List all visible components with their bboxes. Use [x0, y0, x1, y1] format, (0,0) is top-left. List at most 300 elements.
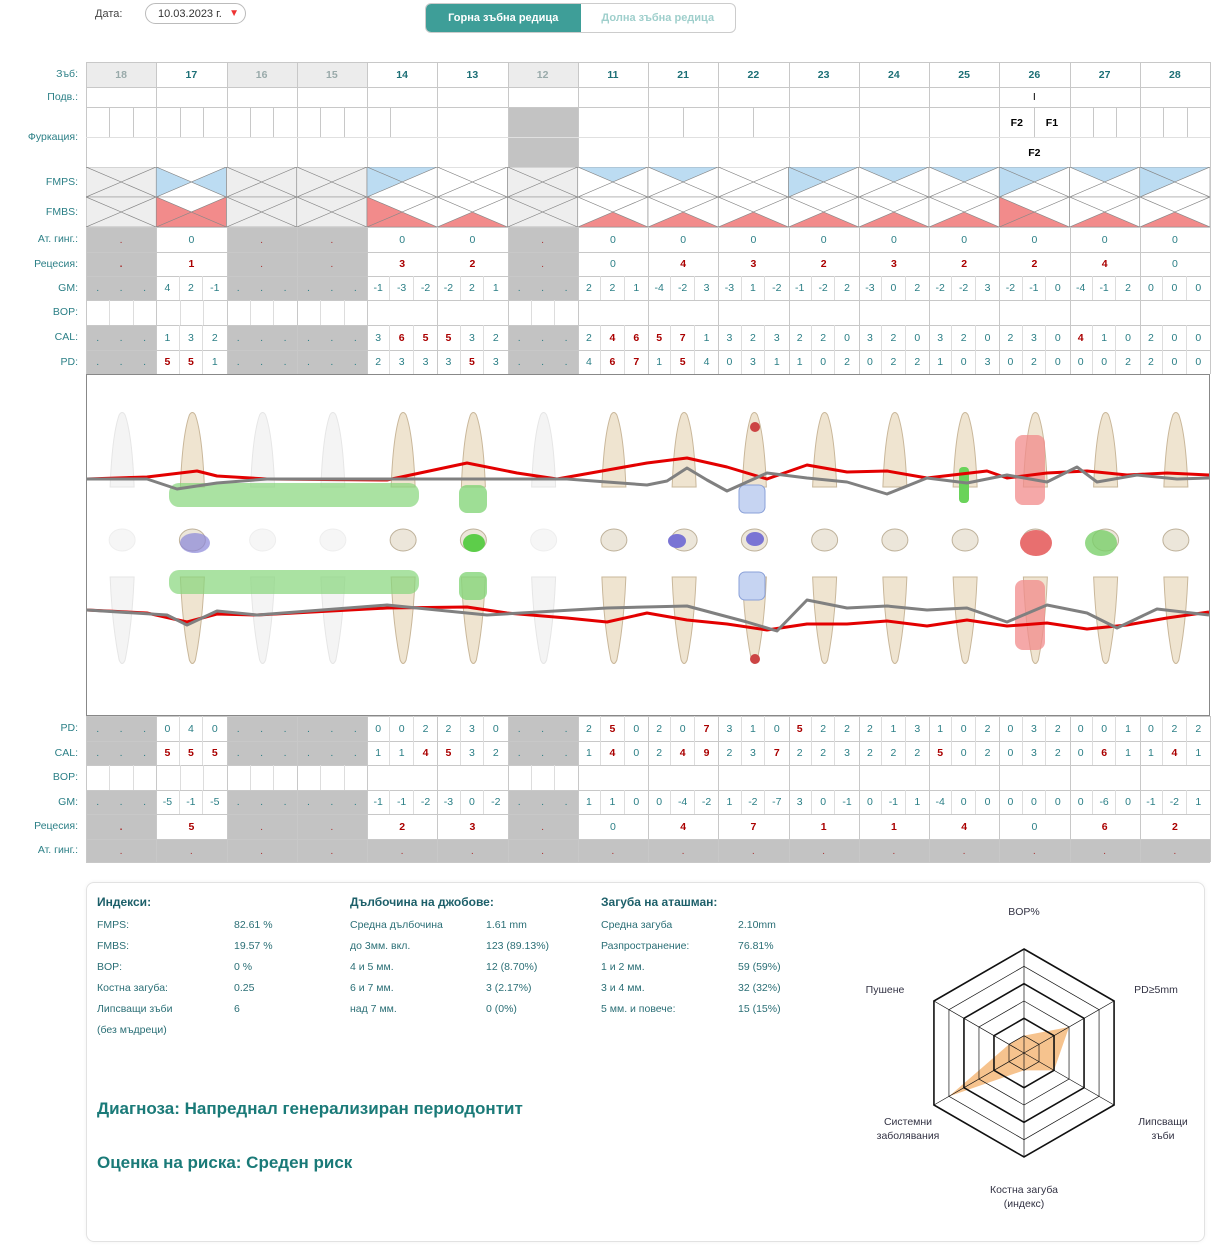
pd-cell-14[interactable]: 2 [367, 350, 390, 374]
pd-lower-cell-24[interactable]: 2 [859, 716, 882, 741]
cal-lower-cell-24[interactable]: 2 [859, 741, 882, 765]
pd-cell-18[interactable]: . [96, 356, 100, 368]
pd-cell-25[interactable]: 3 [984, 356, 991, 368]
cal-cell-16[interactable]: . [236, 331, 240, 344]
gm-lower-cell-24[interactable]: 0 [859, 790, 882, 814]
att-gingiva-cell-27[interactable]: 0 [1101, 233, 1108, 246]
cal-lower-cell-22[interactable]: 2 [718, 741, 741, 765]
recession-cell-18[interactable]: . [119, 258, 123, 270]
att-gingiva-cell-23[interactable]: 0 [820, 233, 827, 246]
bop-cell-12[interactable] [508, 300, 578, 325]
cal-cell-12[interactable]: . [564, 331, 568, 344]
pd-cell-23[interactable]: 2 [844, 356, 850, 368]
tooth-number-15[interactable]: 15 [326, 68, 338, 81]
recession-cell-13[interactable]: 2 [469, 258, 476, 270]
recession-cell-17[interactable]: 1 [188, 258, 195, 270]
gm-cell-11[interactable]: 1 [633, 282, 640, 294]
gm-lower-cell-28[interactable]: -1 [1140, 790, 1163, 814]
pd-cell-26[interactable]: 0 [1054, 356, 1061, 368]
gm-cell-25[interactable]: -2 [929, 276, 952, 300]
pd-lower-cell-17[interactable]: 0 [211, 722, 218, 735]
gm-cell-21[interactable]: 3 [703, 282, 710, 294]
bop-cell-15[interactable] [297, 300, 367, 325]
gm-lower-cell-11[interactable]: 0 [633, 796, 640, 808]
pd-lower-cell-18[interactable]: . [96, 722, 100, 735]
pd-lower-cell-23[interactable]: 5 [789, 716, 812, 741]
pd-cell-28[interactable]: 0 [1195, 356, 1202, 368]
cal-lower-cell-15[interactable]: . [330, 747, 334, 759]
recession-lower-cell-24[interactable]: 1 [890, 820, 897, 833]
pd-lower-cell-11[interactable]: 0 [633, 722, 640, 735]
pd-cell-25[interactable]: 0 [952, 350, 975, 374]
gm-lower-cell-27[interactable]: 0 [1125, 796, 1131, 808]
gm-cell-28[interactable]: 0 [1140, 276, 1163, 300]
att-gingiva-lower-cell-21[interactable]: . [681, 844, 685, 857]
gm-lower-cell-26[interactable]: 0 [1054, 796, 1061, 808]
cal-lower-cell-18[interactable]: . [143, 747, 146, 759]
pd-lower-cell-22[interactable]: 1 [742, 716, 765, 741]
pd-cell-27[interactable]: 0 [1093, 350, 1116, 374]
cal-lower-cell-25[interactable]: 0 [952, 741, 975, 765]
pd-lower-cell-14[interactable]: 0 [367, 716, 390, 741]
bop-cell-14[interactable] [367, 765, 437, 790]
pd-lower-cell-11[interactable]: 2 [578, 716, 601, 741]
pd-cell-24[interactable]: 2 [882, 350, 905, 374]
cal-cell-13[interactable]: 3 [461, 325, 484, 350]
cal-cell-22[interactable]: 3 [773, 331, 780, 344]
cal-cell-17[interactable]: 1 [156, 325, 179, 350]
gm-cell-16[interactable]: . [236, 282, 240, 294]
bop-cell-28[interactable] [1140, 765, 1210, 790]
pd-cell-16[interactable]: . [283, 356, 287, 368]
bop-cell-24[interactable] [859, 765, 929, 790]
gm-cell-27[interactable]: -1 [1093, 276, 1116, 300]
cal-lower-cell-23[interactable]: 3 [844, 747, 850, 759]
cal-cell-17[interactable]: 3 [180, 325, 203, 350]
pd-lower-cell-17[interactable]: 4 [180, 716, 203, 741]
pd-cell-13[interactable]: 3 [437, 350, 460, 374]
cal-lower-cell-24[interactable]: 2 [914, 747, 921, 759]
tooth-number-28[interactable]: 28 [1169, 68, 1181, 81]
att-gingiva-lower-cell-13[interactable]: . [470, 844, 474, 857]
pd-lower-cell-13[interactable]: 3 [461, 716, 484, 741]
att-gingiva-lower-cell-18[interactable]: . [119, 844, 123, 857]
bop-cell-25[interactable] [929, 300, 999, 325]
cal-lower-cell-27[interactable]: 1 [1125, 747, 1131, 759]
cal-lower-cell-27[interactable]: 6 [1093, 741, 1116, 765]
att-gingiva-cell-25[interactable]: 0 [961, 233, 968, 246]
att-gingiva-cell-21[interactable]: 0 [680, 233, 687, 246]
cal-lower-cell-18[interactable]: . [119, 747, 123, 759]
recession-cell-14[interactable]: 3 [399, 258, 406, 270]
bop-cell-11[interactable] [578, 300, 648, 325]
gm-lower-cell-14[interactable]: -1 [367, 790, 390, 814]
pd-lower-cell-13[interactable]: 2 [437, 716, 460, 741]
att-gingiva-cell-22[interactable]: 0 [750, 233, 757, 246]
cal-cell-16[interactable]: . [283, 331, 287, 344]
cal-cell-22[interactable]: 3 [718, 325, 741, 350]
tooth-number-11[interactable]: 11 [607, 68, 619, 81]
gm-cell-16[interactable]: . [283, 282, 287, 294]
cal-lower-cell-12[interactable]: . [541, 747, 545, 759]
att-gingiva-cell-14[interactable]: 0 [399, 233, 406, 246]
cal-cell-21[interactable]: 7 [671, 325, 694, 350]
gm-cell-24[interactable]: -3 [859, 276, 882, 300]
bop-cell-25[interactable] [929, 765, 999, 790]
pd-lower-cell-26[interactable]: 2 [1054, 722, 1061, 735]
cal-cell-26[interactable]: 0 [1054, 331, 1061, 344]
pd-lower-cell-21[interactable]: 0 [671, 716, 694, 741]
pd-cell-27[interactable]: 0 [1070, 350, 1093, 374]
cal-cell-27[interactable]: 1 [1093, 325, 1116, 350]
bop-cell-26[interactable] [999, 765, 1069, 790]
pd-lower-cell-22[interactable]: 0 [773, 722, 780, 735]
gm-lower-cell-17[interactable]: -5 [210, 796, 220, 808]
gm-lower-cell-15[interactable]: . [330, 796, 334, 808]
pd-cell-13[interactable]: 5 [461, 350, 484, 374]
pd-lower-cell-16[interactable]: . [236, 722, 240, 735]
bop-cell-18[interactable] [86, 765, 156, 790]
cal-lower-cell-15[interactable]: . [306, 747, 310, 759]
pd-cell-28[interactable]: 2 [1140, 350, 1163, 374]
cal-cell-16[interactable]: . [260, 331, 264, 344]
cal-lower-cell-11[interactable]: 1 [578, 741, 601, 765]
bop-cell-12[interactable] [508, 765, 578, 790]
att-gingiva-lower-cell-22[interactable]: . [751, 844, 755, 857]
pd-cell-21[interactable]: 1 [648, 350, 671, 374]
cal-cell-23[interactable]: 0 [844, 331, 850, 344]
pd-cell-22[interactable]: 3 [742, 350, 765, 374]
cal-cell-26[interactable]: 2 [999, 325, 1022, 350]
bop-cell-22[interactable] [718, 765, 788, 790]
bop-cell-11[interactable] [578, 765, 648, 790]
pd-cell-23[interactable]: 0 [812, 350, 835, 374]
att-gingiva-lower-cell-24[interactable]: . [892, 844, 896, 857]
gm-lower-cell-14[interactable]: -1 [390, 790, 413, 814]
pd-lower-cell-21[interactable]: 7 [703, 722, 710, 735]
gm-cell-28[interactable]: 0 [1163, 276, 1186, 300]
gm-lower-cell-16[interactable]: . [260, 796, 264, 808]
gm-lower-cell-26[interactable]: 0 [1023, 790, 1046, 814]
cal-lower-cell-24[interactable]: 2 [882, 741, 905, 765]
att-gingiva-lower-cell-14[interactable]: . [400, 844, 404, 857]
arch-toggle[interactable] [425, 3, 736, 33]
tooth-number-24[interactable]: 24 [888, 68, 900, 81]
bop-cell-27[interactable] [1070, 765, 1140, 790]
cal-cell-15[interactable]: . [330, 331, 334, 344]
pd-cell-24[interactable]: 2 [914, 356, 921, 368]
recession-cell-27[interactable]: 4 [1101, 258, 1108, 270]
gm-cell-28[interactable]: 0 [1195, 282, 1202, 294]
cal-cell-12[interactable]: . [541, 331, 545, 344]
cal-cell-11[interactable]: 2 [578, 325, 601, 350]
bop-cell-22[interactable] [718, 300, 788, 325]
recession-lower-cell-28[interactable]: 2 [1171, 820, 1178, 833]
gm-lower-cell-11[interactable]: 1 [601, 790, 624, 814]
gm-lower-cell-28[interactable]: 1 [1195, 796, 1202, 808]
cal-cell-25[interactable]: 0 [984, 331, 991, 344]
att-gingiva-cell-17[interactable]: 0 [188, 233, 195, 246]
att-gingiva-lower-cell-17[interactable]: . [189, 844, 193, 857]
pd-cell-12[interactable]: . [564, 356, 568, 368]
att-gingiva-cell-16[interactable]: . [260, 233, 264, 246]
cal-lower-cell-22[interactable]: 7 [773, 747, 780, 759]
gm-cell-25[interactable]: -2 [952, 276, 975, 300]
gm-cell-12[interactable]: . [564, 282, 568, 294]
tooth-number-16[interactable]: 16 [255, 68, 268, 81]
gm-cell-11[interactable]: 2 [578, 276, 601, 300]
gm-cell-22[interactable]: -3 [718, 276, 741, 300]
pd-cell-17[interactable]: 1 [211, 356, 218, 368]
bop-cell-23[interactable] [789, 765, 859, 790]
gm-cell-17[interactable]: 2 [180, 276, 203, 300]
tab-upper-arch[interactable]: Горна зъбна редица [426, 4, 581, 32]
tooth-number-25[interactable]: 25 [958, 68, 970, 81]
gm-lower-cell-24[interactable]: 1 [914, 796, 921, 808]
gm-cell-26[interactable]: -2 [999, 276, 1022, 300]
tooth-number-23[interactable]: 23 [817, 68, 830, 81]
gm-cell-13[interactable]: 2 [461, 276, 484, 300]
gm-cell-18[interactable]: . [143, 282, 146, 294]
gm-cell-16[interactable]: . [260, 282, 264, 294]
bop-cell-26[interactable] [999, 300, 1069, 325]
date-select[interactable] [145, 3, 246, 24]
cal-lower-cell-13[interactable]: 5 [437, 741, 460, 765]
att-gingiva-lower-cell-23[interactable]: . [822, 844, 826, 857]
bop-cell-28[interactable] [1140, 300, 1210, 325]
cal-lower-cell-12[interactable]: . [517, 747, 521, 759]
pd-lower-cell-24[interactable]: 1 [882, 716, 905, 741]
tooth-number-21[interactable]: 21 [677, 68, 689, 81]
gm-lower-cell-28[interactable]: -2 [1163, 790, 1186, 814]
pd-lower-cell-28[interactable]: 2 [1163, 716, 1186, 741]
recession-cell-12[interactable]: . [541, 258, 545, 270]
cal-lower-cell-21[interactable]: 9 [703, 747, 710, 759]
recession-lower-cell-15[interactable]: . [330, 820, 334, 833]
gm-lower-cell-12[interactable]: . [517, 796, 521, 808]
gm-lower-cell-26[interactable]: 0 [999, 790, 1022, 814]
gm-cell-13[interactable]: -2 [437, 276, 460, 300]
cal-cell-24[interactable]: 0 [914, 331, 921, 344]
gm-cell-12[interactable]: . [541, 282, 545, 294]
gm-lower-cell-23[interactable]: -1 [842, 796, 852, 808]
gm-cell-27[interactable]: 2 [1125, 282, 1131, 294]
cal-lower-cell-14[interactable]: 1 [390, 741, 413, 765]
recession-cell-16[interactable]: . [260, 258, 264, 270]
bop-cell-14[interactable] [367, 300, 437, 325]
att-gingiva-lower-cell-26[interactable]: . [1032, 844, 1036, 857]
gm-lower-cell-15[interactable]: . [306, 796, 310, 808]
gm-cell-15[interactable]: . [330, 282, 334, 294]
cal-cell-28[interactable]: 2 [1140, 325, 1163, 350]
bop-cell-13[interactable] [437, 765, 507, 790]
recession-cell-21[interactable]: 4 [680, 258, 687, 270]
gm-cell-14[interactable]: -2 [420, 282, 431, 294]
gm-lower-cell-25[interactable]: 0 [952, 790, 975, 814]
bop-cell-24[interactable] [859, 300, 929, 325]
bop-cell-18[interactable] [86, 300, 156, 325]
cal-cell-27[interactable]: 4 [1070, 325, 1093, 350]
cal-lower-cell-16[interactable]: . [236, 747, 240, 759]
pd-lower-cell-22[interactable]: 3 [718, 716, 741, 741]
pd-cell-26[interactable]: 2 [1023, 350, 1046, 374]
gm-lower-cell-27[interactable]: -6 [1093, 790, 1116, 814]
pd-cell-27[interactable]: 2 [1125, 356, 1131, 368]
cal-lower-cell-27[interactable]: 0 [1070, 741, 1093, 765]
cal-cell-17[interactable]: 2 [211, 331, 218, 344]
gm-cell-26[interactable]: 0 [1054, 282, 1061, 294]
cal-cell-21[interactable]: 5 [648, 325, 671, 350]
pd-lower-cell-23[interactable]: 2 [812, 716, 835, 741]
pd-lower-cell-12[interactable]: . [564, 722, 568, 735]
cal-cell-12[interactable]: . [517, 331, 521, 344]
cal-cell-23[interactable]: 2 [789, 325, 812, 350]
gm-lower-cell-21[interactable]: 0 [648, 790, 671, 814]
cal-lower-cell-17[interactable]: 5 [156, 741, 179, 765]
pd-cell-17[interactable]: 5 [156, 350, 179, 374]
cal-lower-cell-17[interactable]: 5 [180, 741, 203, 765]
cal-cell-18[interactable]: . [143, 331, 146, 344]
pd-lower-cell-14[interactable]: 2 [422, 722, 429, 735]
cal-cell-21[interactable]: 1 [703, 331, 710, 344]
pd-cell-12[interactable]: . [517, 356, 521, 368]
cal-cell-24[interactable]: 3 [859, 325, 882, 350]
recession-cell-26[interactable]: 2 [1031, 258, 1038, 270]
att-gingiva-cell-18[interactable]: . [119, 233, 123, 246]
pd-cell-11[interactable]: 4 [578, 350, 601, 374]
cal-lower-cell-21[interactable]: 4 [671, 741, 694, 765]
gm-lower-cell-13[interactable]: 0 [461, 790, 484, 814]
pd-cell-26[interactable]: 0 [999, 350, 1022, 374]
recession-lower-cell-21[interactable]: 4 [680, 820, 687, 833]
recession-lower-cell-17[interactable]: 5 [188, 820, 195, 833]
pd-lower-cell-14[interactable]: 0 [390, 716, 413, 741]
pd-cell-22[interactable]: 1 [773, 356, 780, 368]
pd-cell-22[interactable]: 0 [718, 350, 741, 374]
pd-lower-cell-25[interactable]: 1 [929, 716, 952, 741]
tab-lower-arch[interactable]: Долна зъбна редица [601, 12, 715, 24]
cal-cell-22[interactable]: 2 [742, 325, 765, 350]
recession-cell-11[interactable]: 0 [609, 258, 616, 270]
gm-cell-13[interactable]: 1 [492, 282, 499, 294]
tooth-number-12[interactable]: 12 [536, 68, 549, 81]
cal-lower-cell-15[interactable]: . [353, 747, 357, 759]
pd-lower-cell-27[interactable]: 0 [1070, 716, 1093, 741]
recession-cell-25[interactable]: 2 [961, 258, 968, 270]
gm-lower-cell-15[interactable]: . [353, 796, 357, 808]
pd-lower-cell-26[interactable]: 3 [1023, 716, 1046, 741]
cal-lower-cell-16[interactable]: . [283, 747, 287, 759]
cal-cell-13[interactable]: 5 [437, 325, 460, 350]
recession-lower-cell-12[interactable]: . [541, 820, 545, 833]
cal-cell-18[interactable]: . [119, 331, 123, 344]
pd-cell-13[interactable]: 3 [492, 356, 499, 368]
cal-cell-28[interactable]: 0 [1195, 331, 1202, 344]
gm-lower-cell-24[interactable]: -1 [882, 790, 905, 814]
cal-lower-cell-16[interactable]: . [260, 747, 264, 759]
cal-lower-cell-14[interactable]: 1 [367, 741, 390, 765]
recession-lower-cell-16[interactable]: . [260, 820, 264, 833]
bop-cell-15[interactable] [297, 765, 367, 790]
gm-lower-cell-12[interactable]: . [541, 796, 545, 808]
gm-lower-cell-22[interactable]: -7 [772, 796, 782, 808]
gm-cell-25[interactable]: 3 [984, 282, 991, 294]
gm-cell-15[interactable]: . [353, 282, 357, 294]
gm-lower-cell-16[interactable]: . [283, 796, 287, 808]
gm-lower-cell-18[interactable]: . [119, 796, 123, 808]
gm-cell-11[interactable]: 2 [601, 276, 624, 300]
bop-cell-21[interactable] [648, 765, 718, 790]
gm-cell-23[interactable]: 2 [844, 282, 850, 294]
cal-cell-11[interactable]: 4 [601, 325, 624, 350]
tooth-number-13[interactable]: 13 [466, 68, 479, 81]
cal-lower-cell-13[interactable]: 3 [461, 741, 484, 765]
tooth-number-27[interactable]: 27 [1098, 68, 1111, 81]
cal-lower-cell-23[interactable]: 2 [789, 741, 812, 765]
cal-lower-cell-28[interactable]: 1 [1195, 747, 1202, 759]
pd-lower-cell-23[interactable]: 2 [844, 722, 850, 735]
cal-cell-26[interactable]: 3 [1023, 325, 1046, 350]
pd-cell-17[interactable]: 5 [180, 350, 203, 374]
gm-cell-17[interactable]: 4 [156, 276, 179, 300]
gm-cell-15[interactable]: . [306, 282, 310, 294]
pd-lower-cell-11[interactable]: 5 [601, 716, 624, 741]
pd-lower-cell-15[interactable]: . [330, 722, 334, 735]
gm-lower-cell-27[interactable]: 0 [1070, 790, 1093, 814]
gm-cell-14[interactable]: -3 [390, 276, 413, 300]
recession-lower-cell-27[interactable]: 6 [1101, 820, 1108, 833]
pd-cell-23[interactable]: 1 [789, 350, 812, 374]
cal-lower-cell-12[interactable]: . [564, 747, 568, 759]
pd-lower-cell-18[interactable]: . [143, 722, 146, 735]
gm-cell-21[interactable]: -4 [648, 276, 671, 300]
att-gingiva-cell-13[interactable]: 0 [469, 233, 476, 246]
gm-lower-cell-25[interactable]: -4 [929, 790, 952, 814]
pd-cell-24[interactable]: 0 [859, 350, 882, 374]
pd-lower-cell-16[interactable]: . [260, 722, 264, 735]
recession-lower-cell-22[interactable]: 7 [750, 820, 757, 833]
gm-cell-22[interactable]: -2 [772, 282, 782, 294]
cal-cell-14[interactable]: 3 [367, 325, 390, 350]
att-gingiva-lower-cell-15[interactable]: . [330, 844, 334, 857]
cal-cell-11[interactable]: 6 [633, 331, 640, 344]
pd-lower-cell-24[interactable]: 3 [914, 722, 921, 735]
pd-lower-cell-12[interactable]: . [541, 722, 545, 735]
gm-cell-21[interactable]: -2 [671, 276, 694, 300]
bop-cell-16[interactable] [227, 300, 297, 325]
gm-cell-27[interactable]: -4 [1070, 276, 1093, 300]
cal-lower-cell-14[interactable]: 4 [422, 747, 429, 759]
att-gingiva-lower-cell-25[interactable]: . [962, 844, 966, 857]
cal-lower-cell-26[interactable]: 2 [1054, 747, 1061, 759]
tooth-number-22[interactable]: 22 [747, 68, 760, 81]
cal-lower-cell-25[interactable]: 2 [984, 747, 991, 759]
gm-lower-cell-17[interactable]: -1 [180, 790, 203, 814]
bop-cell-16[interactable] [227, 765, 297, 790]
recession-cell-28[interactable]: 0 [1171, 258, 1178, 270]
recession-lower-cell-11[interactable]: 0 [609, 820, 616, 833]
gm-cell-22[interactable]: 1 [742, 276, 765, 300]
gm-cell-17[interactable]: -1 [210, 282, 220, 294]
cal-cell-25[interactable]: 2 [952, 325, 975, 350]
gm-lower-cell-13[interactable]: -3 [437, 790, 460, 814]
gm-lower-cell-22[interactable]: -2 [742, 790, 765, 814]
pd-lower-cell-28[interactable]: 0 [1140, 716, 1163, 741]
pd-lower-cell-21[interactable]: 2 [648, 716, 671, 741]
pd-lower-cell-13[interactable]: 0 [492, 722, 499, 735]
cal-cell-14[interactable]: 5 [422, 331, 429, 344]
cal-lower-cell-11[interactable]: 0 [633, 747, 640, 759]
